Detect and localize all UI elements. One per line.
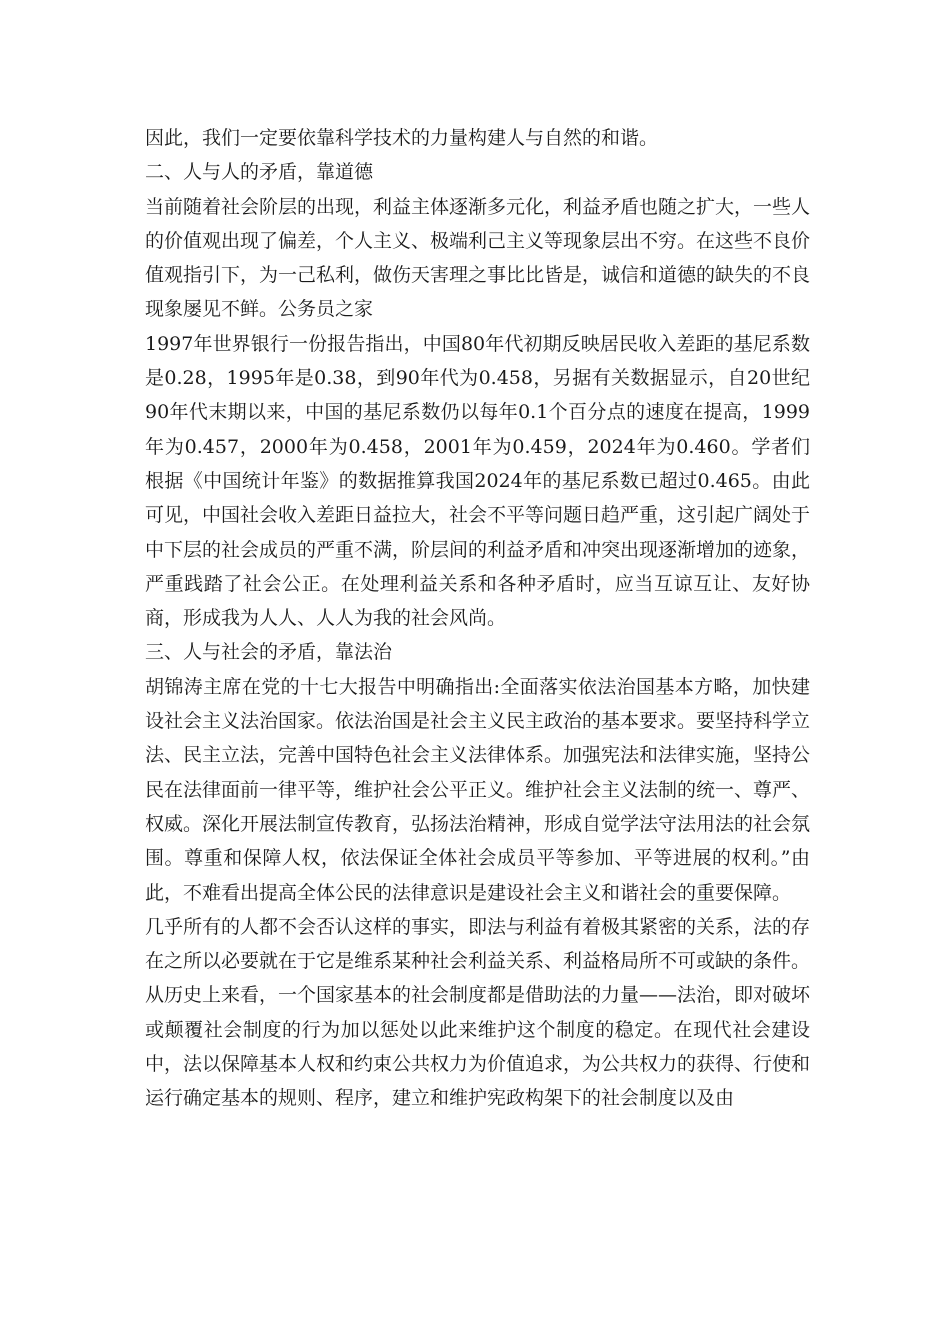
section-heading-rule-of-law: 三、人与社会的矛盾，靠法治: [145, 641, 393, 664]
paragraph-conclusion-nature: 因此，我们一定要依靠科学技术的力量构建人与自然的和谐。: [145, 127, 659, 149]
paragraph-rule-of-law: 胡锦涛主席在党的十七大报告中明确指出:全面落实依法治国基本方略，加快建设社会主义法治国家。依法治国是社会主义民主政治的基本要求。要坚持科学立法、民主立法，完善中国特色社会主义法律体系。加强宪法和法律实施，坚持公民在法律面前一律平等，维护社会公平正义。维护社会主义法制的统一、尊严、权威。深化开展法制宣传教育，弘扬法治精神，形成自觉学法守法用法的社会氛围。尊重和保障人权，依法保证全体社会成员平等参加、平等进展的权利。”由此，不难看出提高全体公民的法律意识是建设社会主义和谐社会的重要保障。: [145, 675, 811, 904]
paragraph-gini: 1997年世界银行一份报告指出，中国80年代初期反映居民收入差距的基尼系数是0.28，1995年是0.38，到90年代为0.458，另据有关数据显示，自20世纪90年代末期以来，中国的基尼系数仍以每年0.1个百分点的速度在提高，1999年为0.457，2000年为0.458，2001年为0.459，2024年为0.460。学者们根据《中国统计年鉴》的数据推算我国2024年的基尼系数已超过0.465。由此可见，中国社会收入差距日益拉大，社会不平等问题日趋严重，这引起广阔处于中下层的社会成员的严重不满，阶层间的利益矛盾和冲突出现逐渐增加的迹象，严重践踏了社会公正。在处理利益关系和各种矛盾时，应当互谅互让、友好协商，形成我为人人、人人为我的社会风尚。: [145, 332, 811, 630]
document-page: [145, 121, 810, 1116]
paragraph-values: 当前随着社会阶层的出现，利益主体逐渐多元化，利益矛盾也随之扩大，一些人的价值观出现了偏差，个人主义、极端利己主义等现象层出不穷。在这些不良价值观指引下，为一己私利，做伤天害理之事比比皆是，诚信和道德的缺失的不良现象屡见不鲜。公务员之家: [145, 195, 811, 321]
section-heading-morality: 二、人与人的矛盾，靠道德: [145, 161, 374, 184]
paragraph-law-and-interest: 几乎所有的人都不会否认这样的事实，即法与利益有着极其紧密的关系，法的存在之所以必要就在于它是维系某种社会利益关系、利益格局所不可或缺的条件。从历史上来看，一个国家基本的社会制度都是借助法的力量——法治，即对破坏或颠覆社会制度的行为加以惩处以此来维护这个制度的稳定。在现代社会建设中，法以保障基本人权和约束公共权力为价值追求，为公共权力的获得、行使和运行确定基本的规则、程序，建立和维护宪政构架下的社会制度以及由: [145, 915, 811, 1110]
